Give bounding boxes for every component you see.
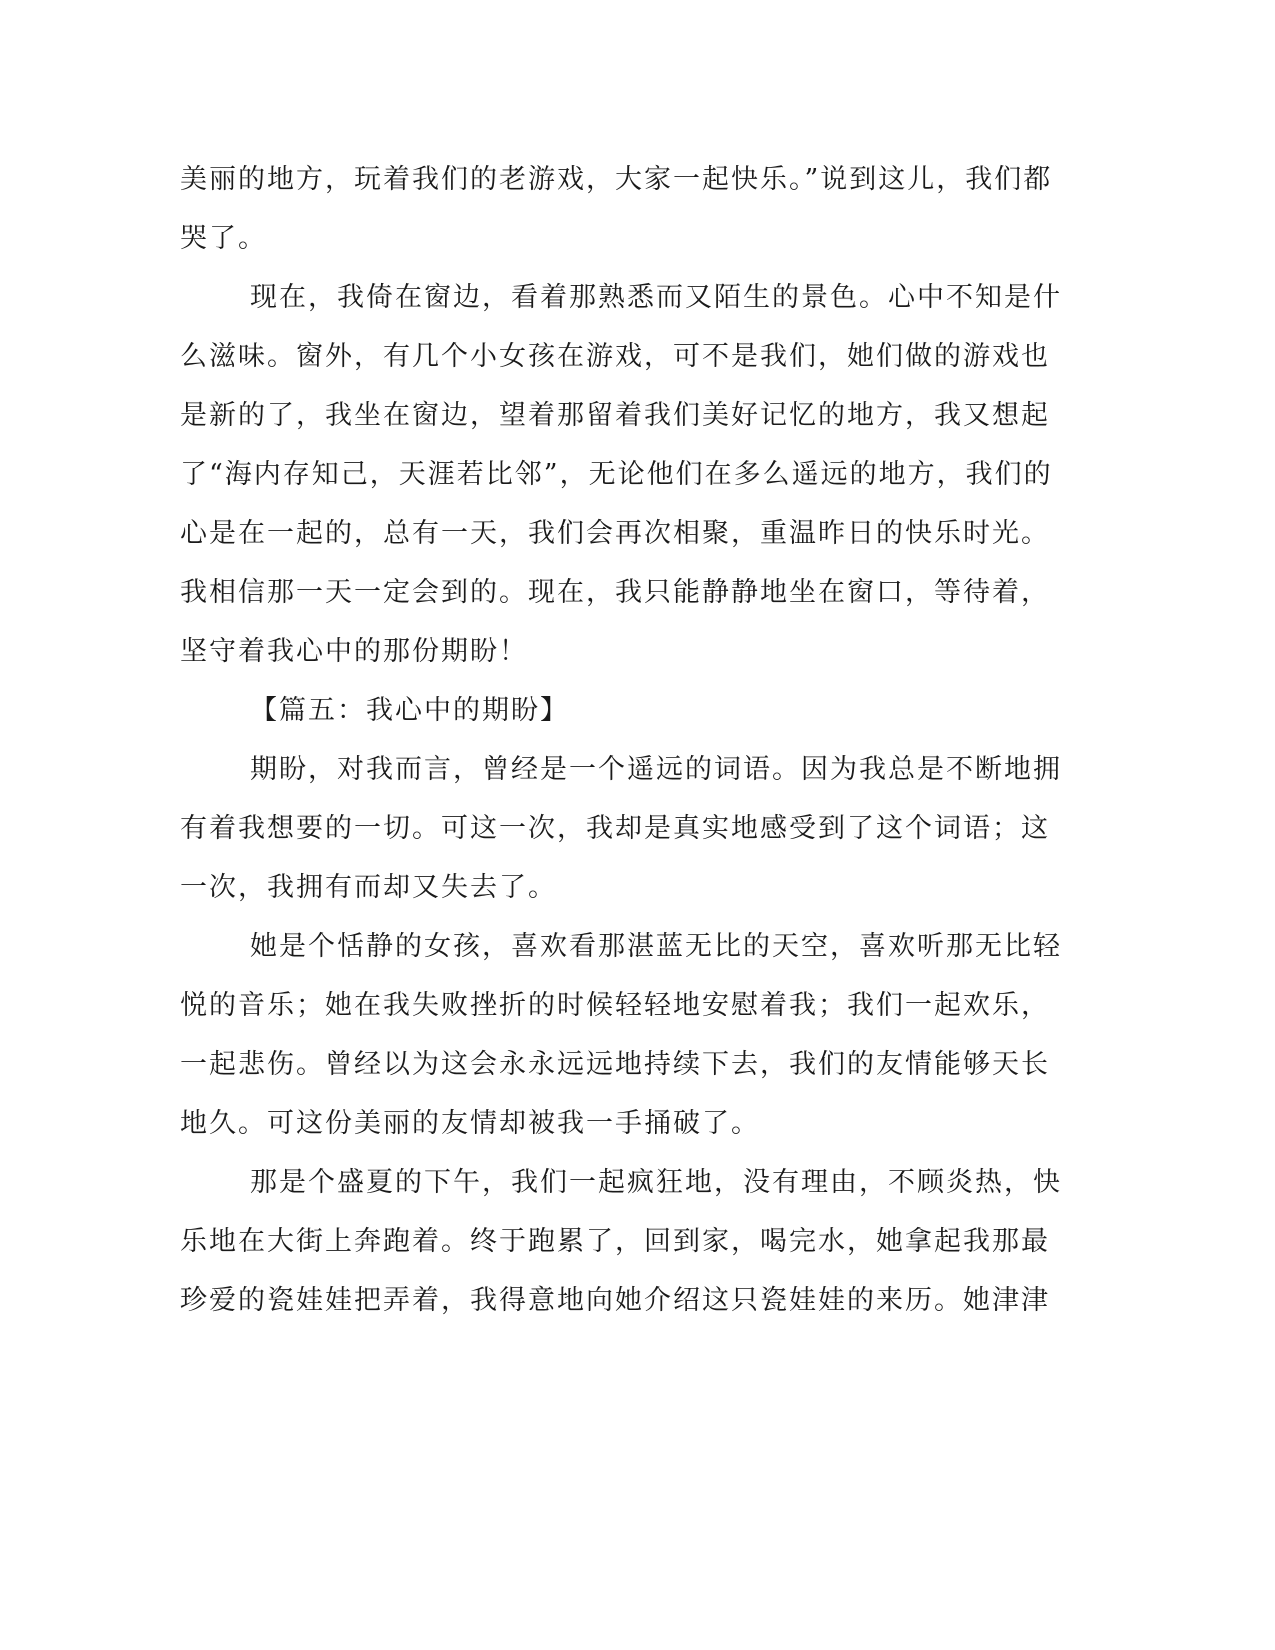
text-line: 有着我想要的一切。可这一次，我却是真实地感受到了这个词语；这: [180, 813, 1050, 844]
text-line: 哭了。: [180, 223, 267, 254]
text-line: 珍爱的瓷娃娃把弄着，我得意地向她介绍这只瓷娃娃的来历。她津津: [180, 1285, 1050, 1316]
paragraph-first-line: 她是个恬静的女孩，喜欢看那湛蓝无比的天空，喜欢听那无比轻: [250, 931, 1062, 962]
text-line: 一次，我拥有而却又失去了。: [180, 872, 557, 903]
text-line: 么滋味。窗外，有几个小女孩在游戏，可不是我们，她们做的游戏也: [180, 341, 1050, 372]
text-line: 乐地在大街上奔跑着。终于跑累了，回到家，喝完水，她拿起我那最: [180, 1226, 1050, 1257]
paragraph-first-line: 那是个盛夏的下午，我们一起疯狂地，没有理由，不顾炎热，快: [250, 1167, 1062, 1198]
text-line: 是新的了，我坐在窗边，望着那留着我们美好记忆的地方，我又想起: [180, 400, 1050, 431]
text-line: 地久。可这份美丽的友情却被我一手捅破了。: [180, 1108, 760, 1139]
text-line: 心是在一起的，总有一天，我们会再次相聚，重温昨日的快乐时光。: [180, 518, 1050, 549]
text-line: 悦的音乐；她在我失败挫折的时候轻轻地安慰着我；我们一起欢乐，: [180, 990, 1050, 1021]
paragraph-first-line: 现在，我倚在窗边，看着那熟悉而又陌生的景色。心中不知是什: [250, 282, 1062, 313]
section-heading: 【篇五：我心中的期盼】: [250, 695, 569, 726]
paragraph-first-line: 期盼，对我而言，曾经是一个遥远的词语。因为我总是不断地拥: [250, 754, 1062, 785]
text-line: 美丽的地方，玩着我们的老游戏，大家一起快乐。”说到这儿，我们都: [180, 164, 1053, 195]
text-line: 了“海内存知己，天涯若比邻”，无论他们在多么遥远的地方，我们的: [180, 459, 1053, 490]
text-line: 一起悲伤。曾经以为这会永永远远地持续下去，我们的友情能够天长: [180, 1049, 1050, 1080]
text-line: 我相信那一天一定会到的。现在，我只能静静地坐在窗口，等待着，: [180, 577, 1050, 608]
text-line: 坚守着我心中的那份期盼！: [180, 636, 528, 667]
document-page: [180, 150, 1062, 1330]
